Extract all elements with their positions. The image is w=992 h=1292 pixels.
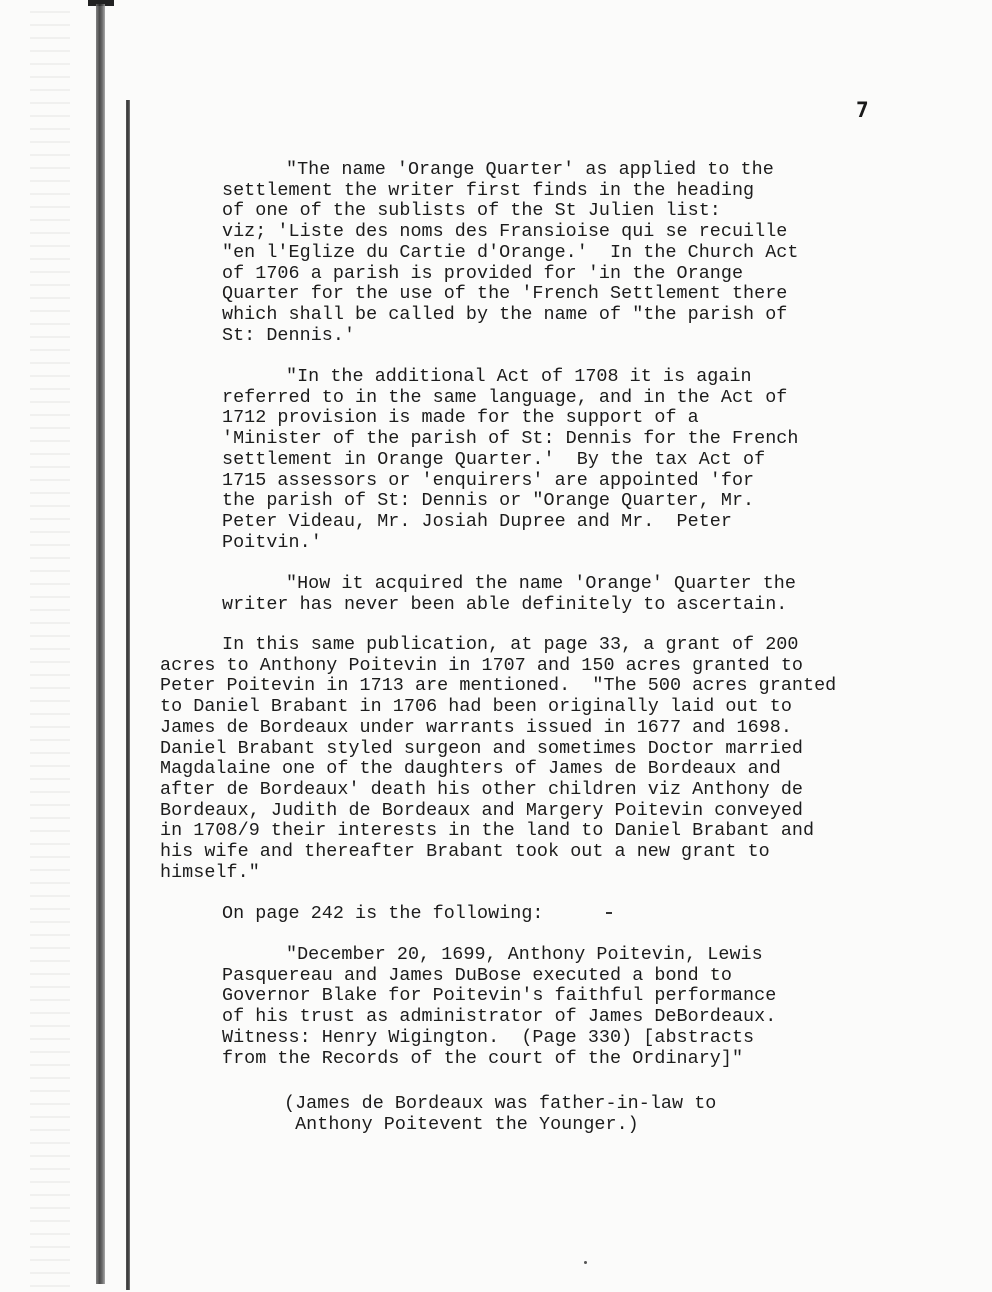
text-line: Anthony Poitevent the Younger.) xyxy=(284,1113,639,1135)
text-line: in 1708/9 their interests in the land to Daniel Brabant and xyxy=(160,820,815,842)
text-line: writer has never been able definitely to ascertain. xyxy=(222,593,788,615)
page-number: 7 xyxy=(856,98,869,122)
text-line: Quarter for the use of the 'French Settlement there xyxy=(222,283,788,305)
text-line: Bordeaux, Judith de Bordeaux and Margery Poitevin conveyed xyxy=(160,799,803,821)
text-line: Magdalaine one of the daughters of James de Bordeaux and xyxy=(160,758,781,780)
text-line: after de Bordeaux' death his other children viz Anthony de xyxy=(160,778,803,800)
text-line: Witness: Henry Wigington. (Page 330) [abstracts xyxy=(222,1026,755,1048)
text-line: In this same publication, at page 33, a grant of 200 xyxy=(222,634,799,655)
text-line: Daniel Brabant styled surgeon and sometimes Doctor married xyxy=(160,737,803,759)
text-line: Peter Poitevin in 1713 are mentioned. "The 500 acres granted xyxy=(160,675,837,697)
text-line: On page 242 is the following: xyxy=(222,903,544,924)
text-line: Pasquereau and James DuBose executed a bond to xyxy=(222,964,732,986)
text-line: of his trust as administrator of James DeBordeaux. xyxy=(222,1006,777,1028)
text-line: from the Records of the court of the Ordinary]" xyxy=(222,1047,744,1069)
text-line: "The name 'Orange Quarter' as applied to the xyxy=(286,159,774,180)
text-line: "en l'Eglize du Cartie d'Orange.' In the Church Act xyxy=(222,241,799,263)
text-line: viz; 'Liste des noms des Fransioise qui se recuille xyxy=(222,221,788,243)
binding-shadow xyxy=(96,4,105,1284)
text-line: settlement in Orange Quarter.' By the tax Act of xyxy=(222,448,766,470)
text-line: Governor Blake for Poitevin's faithful performance xyxy=(222,985,777,1007)
text-line: of one of the sublists of the St Julien list: xyxy=(222,200,721,222)
text-line: "How it acquired the name 'Orange' Quarter the xyxy=(286,573,796,594)
text-line: 1715 assessors or 'enquirers' are appointed 'for xyxy=(222,469,755,491)
text-line: St: Dennis.' xyxy=(222,324,356,346)
scan-edge-speckle xyxy=(30,0,70,1292)
text-line: "December 20, 1699, Anthony Poitevin, Lewis xyxy=(286,944,763,965)
text-line: referred to in the same language, and in the Act of xyxy=(222,386,788,408)
text-line: acres to Anthony Poitevin in 1707 and 150 acres granted to xyxy=(160,654,803,676)
stray-pen-mark xyxy=(606,912,612,914)
text-line: Poitvin.' xyxy=(222,531,322,553)
text-line: Peter Videau, Mr. Josiah Dupree and Mr. Peter xyxy=(222,510,732,532)
text-line: his wife and thereafter Brabant took out a new grant to xyxy=(160,841,770,862)
text-line: to Daniel Brabant in 1706 had been originally laid out to xyxy=(160,696,792,718)
stray-dot-mark xyxy=(584,1261,587,1264)
text-line: (James de Bordeaux was father-in-law to xyxy=(284,1093,717,1114)
text-line: James de Bordeaux under warrants issued in 1677 and 1698. xyxy=(160,716,792,738)
text-line: "In the additional Act of 1708 it is again xyxy=(286,366,752,387)
binding-line xyxy=(126,100,130,1290)
text-line: which shall be called by the name of "the parish of xyxy=(222,303,788,325)
text-line: 'Minister of the parish of St: Dennis for the French xyxy=(222,428,799,450)
text-line: the parish of St: Dennis or "Orange Quarter, Mr. xyxy=(222,490,755,512)
text-line: 1712 provision is made for the support of a xyxy=(222,407,699,429)
text-line: settlement the writer first finds in the heading xyxy=(222,179,755,201)
text-line: of 1706 a parish is provided for 'in the Orange xyxy=(222,262,744,284)
text-line: himself." xyxy=(160,861,260,883)
